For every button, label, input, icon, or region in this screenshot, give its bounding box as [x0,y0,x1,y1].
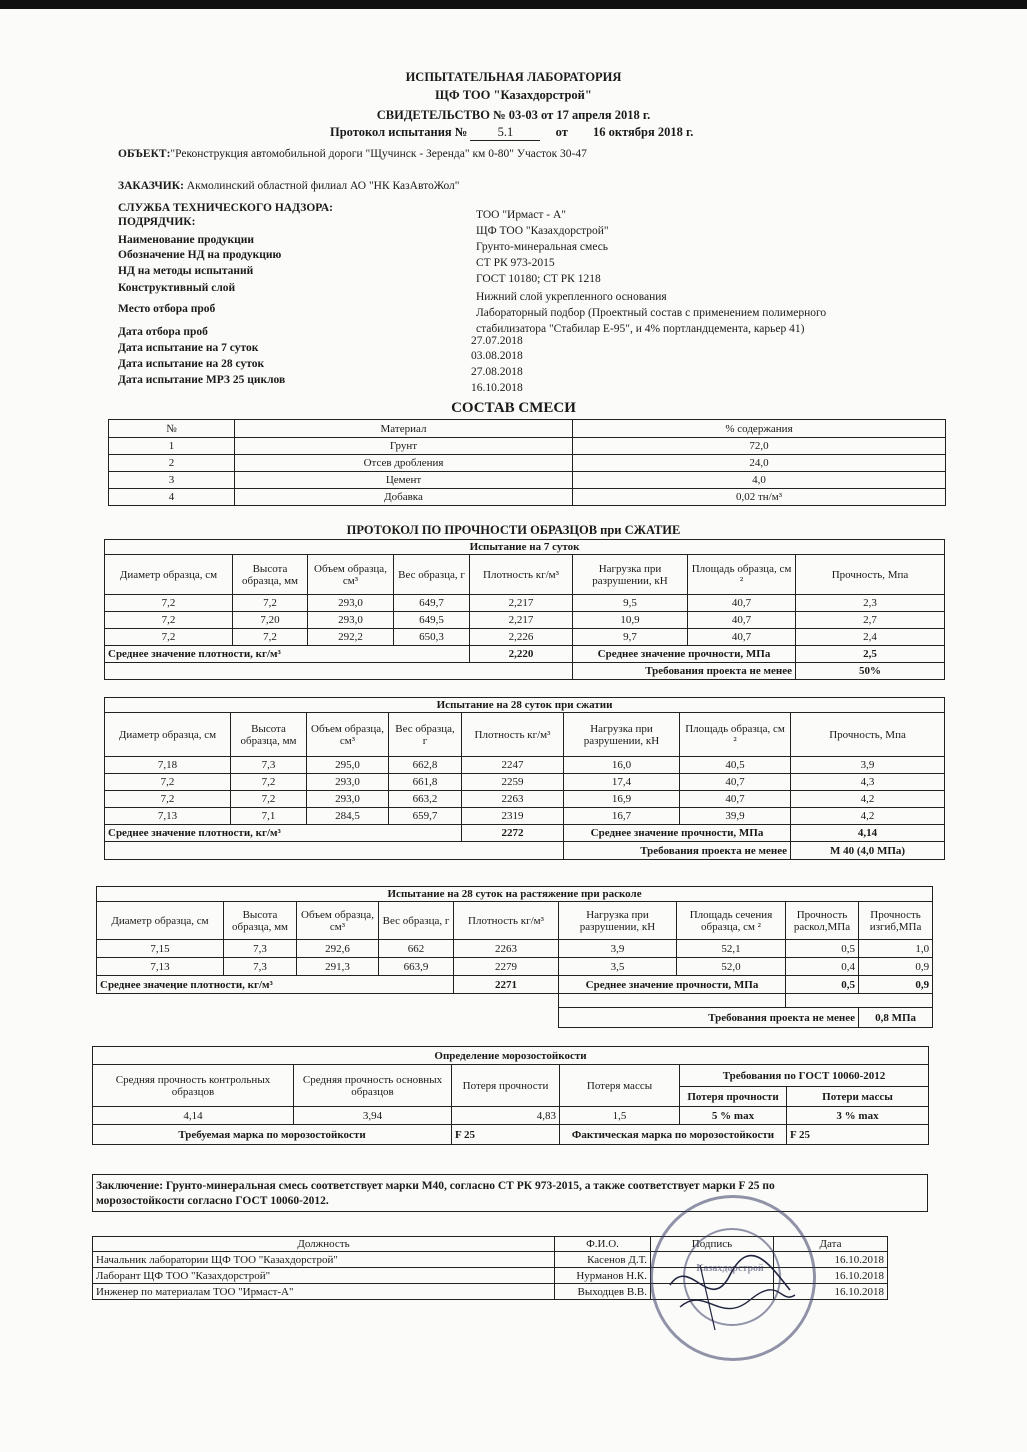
frost-h-req-mass: Потери массы [787,1087,929,1107]
t7-title: Испытание на 7 суток [105,540,945,555]
split-cell: 2263 [454,940,559,958]
t28-header: Объем образца, см³ [307,713,389,757]
t7-cell: 7,2 [233,629,308,646]
t7-cell: 10,9 [573,612,688,629]
t7-cell: 649,5 [394,612,470,629]
conclusion-line-1: Заключение: Грунто-минеральная смесь соответствует марки М40, согласно СТ РК 973-2015, а также соответствует марки F 25 по [96,1180,775,1192]
split-avg-split: 0,5 [786,976,859,994]
split-cell: 7,13 [97,958,224,976]
table-row [93,1065,929,1087]
frost-loss-mass: 1,5 [560,1107,680,1125]
t28-cell: 39,9 [680,808,791,825]
t28-cell: 284,5 [307,808,389,825]
split-gap [786,994,933,1008]
frost-table [92,1046,929,1145]
table-row [93,1107,929,1125]
split-req: 0,8 МПа [859,1008,933,1028]
t7-header: Прочность, Мпа [796,555,945,595]
t28-cell: 7,18 [105,757,231,774]
frost-h-ctrl: Средняя прочность контрольных образцов [93,1065,294,1107]
t28-avg-strength: 4,14 [791,825,945,842]
split-cell: 52,1 [677,940,786,958]
split-cell: 662 [379,940,454,958]
split-req-label: Требования проекта не менее [559,1008,859,1028]
scan-edge [0,0,1027,9]
table-row [93,1125,929,1145]
supervision-label: СЛУЖБА ТЕХНИЧЕСКОГО НАДЗОРА: [118,202,333,214]
split-cell: 0,5 [786,940,859,958]
mrz-value: 16.10.2018 [471,382,523,394]
t7-cell: 2,4 [796,629,945,646]
mix-cell: 24,0 [573,455,946,472]
t28-cell: 7,3 [231,757,307,774]
table-row [109,420,946,438]
t7-cell: 7,20 [233,612,308,629]
test28-label: Дата испытание на 28 суток [118,358,265,370]
table-row [105,629,945,646]
protocol-from: от [555,125,568,139]
test7-label: Дата испытание на 7 суток [118,342,259,354]
table-row [105,663,945,680]
table-row [105,757,945,774]
t28-header: Площадь образца, см ² [680,713,791,757]
t7-header: Объем образца, см³ [308,555,394,595]
nd-product-value: СТ РК 973-2015 [476,257,555,269]
t7-avg-strength-label: Среднее значение прочности, МПа [573,646,796,663]
t7-spacer [105,663,573,680]
t28-cell: 293,0 [307,791,389,808]
split-gap [97,1008,559,1028]
frost-main: 3,94 [294,1107,452,1125]
table-row [109,472,946,489]
t28-cell: 7,13 [105,808,231,825]
table-row [93,1047,929,1065]
conclusion-line-2: морозостойкости согласно ГОСТ 10060-2012. [96,1195,329,1207]
t28-cell: 40,5 [680,757,791,774]
mix-cell: 72,0 [573,438,946,455]
split-avg-density: 2271 [454,976,559,994]
t7-cell: 40,7 [688,629,796,646]
frost-ctrl: 4,14 [93,1107,294,1125]
mix-h-percent: % содержания [573,420,946,438]
split-header: Плотность кг/м³ [454,902,559,940]
sampling-date-label: Дата отбора проб [118,326,208,338]
t28-cell: 16,7 [564,808,680,825]
contractor-label: ПОДРЯДЧИК: [118,216,196,228]
frost-loss-str: 4,83 [452,1107,560,1125]
t28-req-label: Требования проекта не менее [564,842,791,860]
customer-label: ЗАКАЗЧИК: [118,180,184,192]
t7-cell: 9,7 [573,629,688,646]
t7-cell: 7,2 [233,595,308,612]
frost-actual: F 25 [787,1125,929,1145]
frost-h-req: Требования по ГОСТ 10060-2012 [680,1065,929,1087]
table-row [97,994,933,1008]
supervision-value: ТОО "Ирмаст - А" [476,209,566,221]
t7-cell: 2,226 [470,629,573,646]
sig-h-date: Дата [774,1237,888,1252]
t28-header: Вес образца, г [389,713,462,757]
table-row [109,455,946,472]
t7-cell: 2,3 [796,595,945,612]
table-row [105,825,945,842]
t28-table [104,697,945,860]
t7-table [104,539,945,680]
frost-required: F 25 [452,1125,560,1145]
t28-header: Диаметр образца, см [105,713,231,757]
split-cell: 291,3 [297,958,379,976]
split-cell: 7,3 [224,958,297,976]
mix-h-no: № [109,420,235,438]
t28-cell: 16,9 [564,791,680,808]
org-name: ЩФ ТОО "Казахдорстрой" [435,88,592,102]
split-avg-strength-label: Среднее значение прочности, МПа [559,976,786,994]
split-avg-bend: 0,9 [859,976,933,994]
sampling-place-value-1: Лабораторный подбор (Проектный состав с применением полимерного [476,307,827,319]
mix-cell: Грунт [235,438,573,455]
sig-date: 16.10.2018 [774,1268,888,1284]
t7-cell: 7,2 [105,595,233,612]
table-row [105,646,945,663]
mix-title: СОСТАВ СМЕСИ [451,400,576,416]
t28-header: Прочность, Мпа [791,713,945,757]
nd-methods-value: ГОСТ 10180; СТ РК 1218 [476,273,601,285]
split-header: Высота образца, мм [224,902,297,940]
table-row [109,438,946,455]
mrz-label: Дата испытание МРЗ 25 циклов [118,374,286,386]
sig-position: Лаборант ЩФ ТОО "Казахдорстрой" [93,1268,555,1284]
customer-line [118,180,459,192]
t7-header: Вес образца, г [394,555,470,595]
t7-cell: 650,3 [394,629,470,646]
split-header: Прочность раскол,МПа [786,902,859,940]
t28-cell: 7,2 [105,774,231,791]
t28-cell: 2319 [462,808,564,825]
split-cell: 1,0 [859,940,933,958]
test28-value: 27.08.2018 [471,366,523,378]
t28-cell: 7,2 [231,774,307,791]
test7-value: 03.08.2018 [471,350,523,362]
split-header: Нагрузка при разрушении, кН [559,902,677,940]
table-row [97,976,933,994]
object-line [118,148,587,160]
split-cell: 2279 [454,958,559,976]
protocol-line [330,125,693,141]
split-header: Вес образца, г [379,902,454,940]
table-row [105,774,945,791]
sig-position: Начальник лаборатории ЩФ ТОО "Казахдорстрой" [93,1252,555,1268]
table-row [105,808,945,825]
t28-cell: 2263 [462,791,564,808]
product-value: Грунто-минеральная смесь [476,241,609,253]
contractor-value: ЩФ ТОО "Казахдорстрой" [476,225,609,237]
table-row [105,842,945,860]
t7-header: Высота образца, мм [233,555,308,595]
t28-spacer [105,842,564,860]
t28-header: Плотность кг/м³ [462,713,564,757]
t28-avg-density: 2272 [462,825,564,842]
split-cell: 7,15 [97,940,224,958]
sig-name: Выходцев В.В. [555,1284,651,1300]
t28-cell: 3,9 [791,757,945,774]
split-title: Испытание на 28 суток на растяжение при расколе [97,887,933,902]
t7-avg-strength: 2,5 [796,646,945,663]
sampling-place-label: Место отбора проб [118,303,216,315]
split-cell: 3,5 [559,958,677,976]
split-cell: 0,9 [859,958,933,976]
frost-required-label: Требуемая марка по морозостойкости [93,1125,452,1145]
protocol-number: 5.1 [470,125,540,141]
sig-name: Нурманов Н.К. [555,1268,651,1284]
t7-cell: 293,0 [308,595,394,612]
frost-req-mass: 3 % max [787,1107,929,1125]
frost-title: Определение морозостойкости [93,1047,929,1065]
sig-h-name: Ф.И.О. [555,1237,651,1252]
split-gap [559,994,786,1008]
t28-cell: 40,7 [680,774,791,791]
t28-cell: 4,3 [791,774,945,791]
t28-header: Высота образца, мм [231,713,307,757]
t7-cell: 2,7 [796,612,945,629]
t28-cell: 7,2 [105,791,231,808]
signature-scribble-icon [660,1245,800,1335]
t28-cell: 7,2 [231,791,307,808]
t28-cell: 295,0 [307,757,389,774]
table-row [105,612,945,629]
nd-methods-label: НД на методы испытаний [118,265,254,277]
sampling-place-value-2: стабилизатора "Стабилар Е-95", и 4% портландцемента, карьер 41) [476,323,805,335]
mix-table [108,419,946,506]
t28-cell: 4,2 [791,808,945,825]
table-row [97,1008,933,1028]
mix-cell: Цемент [235,472,573,489]
frost-actual-label: Фактическая марка по морозостойкости [560,1125,787,1145]
t7-header: Диаметр образца, см [105,555,233,595]
protocol-label: Протокол испытания № [330,125,468,139]
frost-h-loss-mass: Потеря массы [560,1065,680,1107]
mix-cell: Отсев дробления [235,455,573,472]
split-avg-density-label: Среднее значеңие плотности, кг/м³ [97,976,454,994]
table-row [97,887,933,902]
mix-cell: Добавка [235,489,573,506]
customer-value: Акмолинский областной филиал АО "НК КазАвтоЖол" [186,180,460,192]
t7-cell: 40,7 [688,612,796,629]
t7-cell: 2,217 [470,595,573,612]
split-header: Прочность изгиб,МПа [859,902,933,940]
sig-name: Касенов Д.Т. [555,1252,651,1268]
t28-cell: 16,0 [564,757,680,774]
t28-title: Испытание на 28 суток при сжатии [105,698,945,713]
t28-avg-strength-label: Среднее значение прочности, МПа [564,825,791,842]
sig-h-signature: Подпись [651,1237,774,1252]
split-cell: 3,9 [559,940,677,958]
split-cell: 52,0 [677,958,786,976]
t7-req: 50% [796,663,945,680]
split-cell: 0,4 [786,958,859,976]
t28-cell: 663,2 [389,791,462,808]
t28-cell: 2259 [462,774,564,791]
table-row [97,940,933,958]
t7-header: Плотность кг/м³ [470,555,573,595]
split-header: Площадь сечения образца, см ² [677,902,786,940]
mix-h-material: Материал [235,420,573,438]
table-row [105,540,945,555]
frost-h-main: Средняя прочность основных образцов [294,1065,452,1107]
object-label: ОБЪЕКТ: [118,148,171,160]
lab-title: ИСПЫТАТЕЛЬНАЯ ЛАБОРАТОРИЯ [405,70,622,84]
split-header: Диаметр образца, см [97,902,224,940]
mix-cell: 1 [109,438,235,455]
split-cell: 7,3 [224,940,297,958]
mix-cell: 4,0 [573,472,946,489]
split-cell: 292,6 [297,940,379,958]
compression-title: ПРОТОКОЛ ПО ПРОЧНОСТИ ОБРАЗЦОВ при СЖАТИЕ [346,523,681,537]
t7-req-label: Требования проекта не менее [573,663,796,680]
mix-cell: 3 [109,472,235,489]
t28-req: М 40 (4,0 МПа) [791,842,945,860]
protocol-date: 16 октября 2018 г. [592,125,694,139]
t7-cell: 7,2 [105,612,233,629]
t28-cell: 4,2 [791,791,945,808]
split-gap [97,994,559,1008]
t28-cell: 662,8 [389,757,462,774]
layer-value: Нижний слой укрепленного основания [476,291,667,303]
t28-cell: 293,0 [307,774,389,791]
t7-cell: 7,2 [105,629,233,646]
mix-cell: 0,02 тн/м³ [573,489,946,506]
split-header: Объем образца, см³ [297,902,379,940]
t28-cell: 2247 [462,757,564,774]
layer-label: Конструктивный слой [118,282,236,294]
table-row [105,713,945,757]
frost-h-loss-str: Потеря прочности [452,1065,560,1107]
table-row [97,902,933,940]
table-row [105,595,945,612]
table-row [109,489,946,506]
t7-avg-density-label: Среднее значение плотности, кг/м³ [105,646,470,663]
table-row [105,698,945,713]
mix-cell: 2 [109,455,235,472]
t7-cell: 40,7 [688,595,796,612]
table-row [97,958,933,976]
t7-header: Площадь образца, см ² [688,555,796,595]
frost-h-req-str: Потеря прочности [680,1087,787,1107]
t7-cell: 649,7 [394,595,470,612]
stamp-text: Казахдорстрой [696,1263,764,1274]
t7-cell: 292,2 [308,629,394,646]
t7-cell: 2,217 [470,612,573,629]
frost-req-str: 5 % max [680,1107,787,1125]
certificate: СВИДЕТЕЛЬСТВО № 03-03 от 17 апреля 2018 г. [376,108,651,122]
t28-cell: 659,7 [389,808,462,825]
t28-cell: 40,7 [680,791,791,808]
t28-avg-density-label: Среднее значение плотности, кг/м³ [105,825,462,842]
t28-cell: 661,8 [389,774,462,791]
sig-h-position: Должность [93,1237,555,1252]
t28-cell: 17,4 [564,774,680,791]
object-value: "Реконструкция автомобильной дороги "Щучинск - Зеренда" км 0-80" Участок 30-47 [170,148,587,160]
split-cell: 663,9 [379,958,454,976]
table-row [105,791,945,808]
t7-header: Нагрузка при разрушении, кН [573,555,688,595]
sig-date: 16.10.2018 [774,1284,888,1300]
sig-date: 16.10.2018 [774,1252,888,1268]
sig-position: Инженер по материалам ТОО "Ирмаст-А" [93,1284,555,1300]
mix-cell: 4 [109,489,235,506]
t7-avg-density: 2,220 [470,646,573,663]
nd-product-label: Обозначение НД на продукцию [118,249,282,261]
t7-cell: 9,5 [573,595,688,612]
t28-header: Нагрузка при разрушении, кН [564,713,680,757]
table-row [105,555,945,595]
t28-cell: 7,1 [231,808,307,825]
t7-cell: 293,0 [308,612,394,629]
sampling-date-value: 27.07.2018 [471,335,523,347]
product-label: Наименование продукции [118,234,255,246]
split-table [96,886,933,1028]
conclusion-box [92,1174,928,1212]
